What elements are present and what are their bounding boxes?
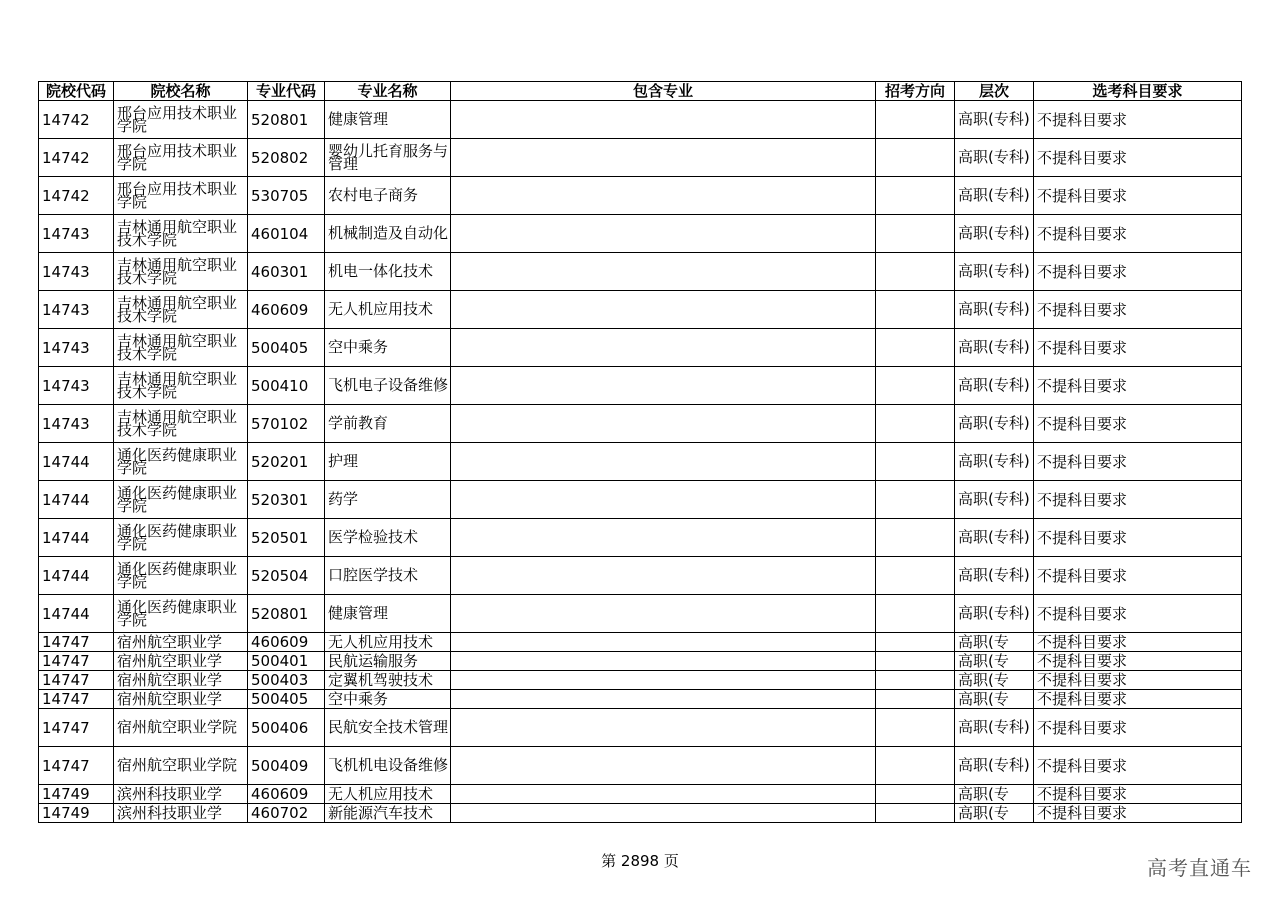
cell-school-name: 通化医药健康职业学院 bbox=[114, 443, 248, 481]
cell-subject-requirement: 不提科目要求 bbox=[1034, 367, 1242, 405]
cell-subject-requirement: 不提科目要求 bbox=[1034, 595, 1242, 633]
cell-level: 高职(专科) bbox=[955, 481, 1034, 519]
cell-level: 高职(专科) bbox=[955, 405, 1034, 443]
cell-major-name: 学前教育 bbox=[325, 405, 451, 443]
cell-major-code: 570102 bbox=[248, 405, 325, 443]
table-row bbox=[39, 595, 1242, 633]
table-row bbox=[39, 652, 1242, 671]
cell-school-code: 14747 bbox=[39, 652, 114, 671]
cell-included-majors bbox=[451, 804, 876, 823]
cell-school-code: 14742 bbox=[39, 177, 114, 215]
cell-included-majors bbox=[451, 177, 876, 215]
cell-level: 高职(专 bbox=[955, 690, 1034, 709]
header-school-name: 院校名称 bbox=[114, 82, 248, 101]
cell-included-majors bbox=[451, 481, 876, 519]
cell-subject-requirement: 不提科目要求 bbox=[1034, 329, 1242, 367]
cell-school-code: 14747 bbox=[39, 747, 114, 785]
cell-subject-requirement: 不提科目要求 bbox=[1034, 747, 1242, 785]
page-number: 第 2898 页 bbox=[601, 852, 679, 870]
cell-major-name: 民航运输服务 bbox=[325, 652, 451, 671]
cell-major-name: 护理 bbox=[325, 443, 451, 481]
cell-school-code: 14744 bbox=[39, 557, 114, 595]
cell-major-code: 500405 bbox=[248, 690, 325, 709]
cell-school-code: 14743 bbox=[39, 367, 114, 405]
cell-direction bbox=[876, 747, 955, 785]
cell-subject-requirement: 不提科目要求 bbox=[1034, 291, 1242, 329]
cell-direction bbox=[876, 329, 955, 367]
cell-major-name: 口腔医学技术 bbox=[325, 557, 451, 595]
cell-school-name: 通化医药健康职业学院 bbox=[114, 519, 248, 557]
cell-included-majors bbox=[451, 139, 876, 177]
table-row bbox=[39, 747, 1242, 785]
table-row bbox=[39, 215, 1242, 253]
cell-subject-requirement: 不提科目要求 bbox=[1034, 443, 1242, 481]
cell-major-name: 农村电子商务 bbox=[325, 177, 451, 215]
cell-school-name: 邢台应用技术职业学院 bbox=[114, 101, 248, 139]
header-included-majors: 包含专业 bbox=[451, 82, 876, 101]
cell-direction bbox=[876, 405, 955, 443]
cell-major-name: 无人机应用技术 bbox=[325, 633, 451, 652]
cell-school-code: 14743 bbox=[39, 253, 114, 291]
cell-direction bbox=[876, 519, 955, 557]
cell-included-majors bbox=[451, 595, 876, 633]
cell-subject-requirement: 不提科目要求 bbox=[1034, 405, 1242, 443]
cell-included-majors bbox=[451, 101, 876, 139]
header-subject-requirement: 选考科目要求 bbox=[1034, 82, 1242, 101]
table-row bbox=[39, 367, 1242, 405]
cell-level: 高职(专科) bbox=[955, 595, 1034, 633]
cell-included-majors bbox=[451, 785, 876, 804]
header-major-name: 专业名称 bbox=[325, 82, 451, 101]
cell-subject-requirement: 不提科目要求 bbox=[1034, 101, 1242, 139]
table-header-row bbox=[39, 82, 1242, 101]
cell-school-code: 14742 bbox=[39, 139, 114, 177]
cell-subject-requirement: 不提科目要求 bbox=[1034, 804, 1242, 823]
cell-level: 高职(专 bbox=[955, 652, 1034, 671]
cell-major-code: 520801 bbox=[248, 101, 325, 139]
cell-direction bbox=[876, 595, 955, 633]
table-row bbox=[39, 291, 1242, 329]
cell-included-majors bbox=[451, 690, 876, 709]
cell-direction bbox=[876, 101, 955, 139]
header-level: 层次 bbox=[955, 82, 1034, 101]
cell-school-name: 吉林通用航空职业技术学院 bbox=[114, 329, 248, 367]
cell-included-majors bbox=[451, 557, 876, 595]
cell-included-majors bbox=[451, 367, 876, 405]
cell-school-name: 宿州航空职业学 bbox=[114, 633, 248, 652]
cell-subject-requirement: 不提科目要求 bbox=[1034, 671, 1242, 690]
cell-direction bbox=[876, 291, 955, 329]
cell-school-name: 宿州航空职业学 bbox=[114, 671, 248, 690]
watermark-logo: 高考直通车 bbox=[1147, 856, 1252, 880]
cell-school-name: 吉林通用航空职业技术学院 bbox=[114, 367, 248, 405]
cell-subject-requirement: 不提科目要求 bbox=[1034, 690, 1242, 709]
table-row bbox=[39, 519, 1242, 557]
cell-school-name: 邢台应用技术职业学院 bbox=[114, 139, 248, 177]
cell-major-code: 460104 bbox=[248, 215, 325, 253]
cell-school-code: 14744 bbox=[39, 481, 114, 519]
cell-school-name: 滨州科技职业学 bbox=[114, 785, 248, 804]
cell-direction bbox=[876, 557, 955, 595]
cell-included-majors bbox=[451, 633, 876, 652]
cell-level: 高职(专科) bbox=[955, 139, 1034, 177]
cell-school-name: 吉林通用航空职业技术学院 bbox=[114, 405, 248, 443]
cell-school-code: 14743 bbox=[39, 291, 114, 329]
cell-level: 高职(专科) bbox=[955, 101, 1034, 139]
cell-major-name: 民航安全技术管理 bbox=[325, 709, 451, 747]
cell-major-name: 药学 bbox=[325, 481, 451, 519]
cell-school-name: 滨州科技职业学 bbox=[114, 804, 248, 823]
admissions-table bbox=[38, 81, 1242, 823]
cell-direction bbox=[876, 633, 955, 652]
cell-major-code: 500405 bbox=[248, 329, 325, 367]
cell-level: 高职(专科) bbox=[955, 709, 1034, 747]
header-direction: 招考方向 bbox=[876, 82, 955, 101]
cell-major-code: 520301 bbox=[248, 481, 325, 519]
cell-major-code: 500410 bbox=[248, 367, 325, 405]
cell-school-code: 14749 bbox=[39, 785, 114, 804]
cell-school-name: 宿州航空职业学 bbox=[114, 652, 248, 671]
cell-major-name: 医学检验技术 bbox=[325, 519, 451, 557]
table-row bbox=[39, 709, 1242, 747]
cell-level: 高职(专科) bbox=[955, 519, 1034, 557]
cell-included-majors bbox=[451, 291, 876, 329]
cell-subject-requirement: 不提科目要求 bbox=[1034, 139, 1242, 177]
cell-school-code: 14747 bbox=[39, 671, 114, 690]
cell-major-code: 500401 bbox=[248, 652, 325, 671]
cell-school-code: 14747 bbox=[39, 633, 114, 652]
cell-major-code: 520504 bbox=[248, 557, 325, 595]
cell-school-name: 吉林通用航空职业技术学院 bbox=[114, 253, 248, 291]
cell-major-name: 飞机机电设备维修 bbox=[325, 747, 451, 785]
table-row bbox=[39, 804, 1242, 823]
cell-major-name: 健康管理 bbox=[325, 595, 451, 633]
table-row bbox=[39, 633, 1242, 652]
cell-school-code: 14747 bbox=[39, 709, 114, 747]
cell-school-name: 吉林通用航空职业技术学院 bbox=[114, 291, 248, 329]
cell-included-majors bbox=[451, 671, 876, 690]
cell-subject-requirement: 不提科目要求 bbox=[1034, 215, 1242, 253]
cell-direction bbox=[876, 652, 955, 671]
cell-direction bbox=[876, 367, 955, 405]
cell-level: 高职(专 bbox=[955, 804, 1034, 823]
cell-included-majors bbox=[451, 329, 876, 367]
cell-subject-requirement: 不提科目要求 bbox=[1034, 177, 1242, 215]
cell-level: 高职(专 bbox=[955, 671, 1034, 690]
table-row bbox=[39, 139, 1242, 177]
cell-major-code: 520802 bbox=[248, 139, 325, 177]
cell-included-majors bbox=[451, 405, 876, 443]
table-row bbox=[39, 101, 1242, 139]
cell-included-majors bbox=[451, 519, 876, 557]
cell-major-code: 460301 bbox=[248, 253, 325, 291]
cell-level: 高职(专科) bbox=[955, 215, 1034, 253]
cell-subject-requirement: 不提科目要求 bbox=[1034, 652, 1242, 671]
cell-level: 高职(专科) bbox=[955, 253, 1034, 291]
cell-school-name: 宿州航空职业学院 bbox=[114, 709, 248, 747]
cell-included-majors bbox=[451, 253, 876, 291]
cell-major-code: 500406 bbox=[248, 709, 325, 747]
cell-included-majors bbox=[451, 215, 876, 253]
cell-subject-requirement: 不提科目要求 bbox=[1034, 519, 1242, 557]
cell-school-name: 宿州航空职业学 bbox=[114, 690, 248, 709]
table-row bbox=[39, 481, 1242, 519]
cell-included-majors bbox=[451, 652, 876, 671]
table-row bbox=[39, 177, 1242, 215]
cell-direction bbox=[876, 253, 955, 291]
cell-direction bbox=[876, 785, 955, 804]
cell-level: 高职(专 bbox=[955, 785, 1034, 804]
cell-school-code: 14744 bbox=[39, 595, 114, 633]
table-row bbox=[39, 405, 1242, 443]
cell-major-name: 空中乘务 bbox=[325, 690, 451, 709]
cell-level: 高职(专科) bbox=[955, 367, 1034, 405]
cell-major-code: 500409 bbox=[248, 747, 325, 785]
cell-subject-requirement: 不提科目要求 bbox=[1034, 557, 1242, 595]
cell-school-code: 14747 bbox=[39, 690, 114, 709]
cell-level: 高职(专 bbox=[955, 633, 1034, 652]
cell-school-code: 14744 bbox=[39, 443, 114, 481]
cell-school-name: 邢台应用技术职业学院 bbox=[114, 177, 248, 215]
cell-major-code: 530705 bbox=[248, 177, 325, 215]
cell-school-name: 宿州航空职业学院 bbox=[114, 747, 248, 785]
table-row bbox=[39, 785, 1242, 804]
cell-school-code: 14743 bbox=[39, 329, 114, 367]
table-row bbox=[39, 443, 1242, 481]
cell-direction bbox=[876, 671, 955, 690]
cell-major-name: 健康管理 bbox=[325, 101, 451, 139]
header-major-code: 专业代码 bbox=[248, 82, 325, 101]
cell-direction bbox=[876, 690, 955, 709]
cell-subject-requirement: 不提科目要求 bbox=[1034, 481, 1242, 519]
cell-major-code: 460609 bbox=[248, 785, 325, 804]
cell-school-code: 14749 bbox=[39, 804, 114, 823]
cell-subject-requirement: 不提科目要求 bbox=[1034, 253, 1242, 291]
cell-school-name: 通化医药健康职业学院 bbox=[114, 557, 248, 595]
cell-major-code: 500403 bbox=[248, 671, 325, 690]
table-row bbox=[39, 253, 1242, 291]
table-row bbox=[39, 557, 1242, 595]
cell-level: 高职(专科) bbox=[955, 443, 1034, 481]
cell-school-name: 通化医药健康职业学院 bbox=[114, 481, 248, 519]
cell-subject-requirement: 不提科目要求 bbox=[1034, 633, 1242, 652]
cell-level: 高职(专科) bbox=[955, 177, 1034, 215]
cell-major-name: 机械制造及自动化 bbox=[325, 215, 451, 253]
cell-major-name: 婴幼儿托育服务与管理 bbox=[325, 139, 451, 177]
cell-direction bbox=[876, 443, 955, 481]
cell-major-code: 460609 bbox=[248, 633, 325, 652]
table-row bbox=[39, 671, 1242, 690]
cell-school-code: 14743 bbox=[39, 215, 114, 253]
cell-direction bbox=[876, 481, 955, 519]
cell-major-name: 机电一体化技术 bbox=[325, 253, 451, 291]
table-body bbox=[39, 101, 1242, 823]
cell-major-code: 520801 bbox=[248, 595, 325, 633]
table-row bbox=[39, 329, 1242, 367]
cell-major-name: 无人机应用技术 bbox=[325, 291, 451, 329]
cell-subject-requirement: 不提科目要求 bbox=[1034, 785, 1242, 804]
cell-included-majors bbox=[451, 747, 876, 785]
table-row bbox=[39, 690, 1242, 709]
cell-included-majors bbox=[451, 443, 876, 481]
cell-major-name: 定翼机驾驶技术 bbox=[325, 671, 451, 690]
cell-school-code: 14744 bbox=[39, 519, 114, 557]
cell-subject-requirement: 不提科目要求 bbox=[1034, 709, 1242, 747]
cell-major-code: 520501 bbox=[248, 519, 325, 557]
cell-level: 高职(专科) bbox=[955, 747, 1034, 785]
cell-school-code: 14742 bbox=[39, 101, 114, 139]
cell-direction bbox=[876, 139, 955, 177]
cell-direction bbox=[876, 215, 955, 253]
header-school-code: 院校代码 bbox=[39, 82, 114, 101]
cell-direction bbox=[876, 804, 955, 823]
cell-major-name: 空中乘务 bbox=[325, 329, 451, 367]
cell-level: 高职(专科) bbox=[955, 329, 1034, 367]
cell-major-name: 飞机电子设备维修 bbox=[325, 367, 451, 405]
cell-school-name: 通化医药健康职业学院 bbox=[114, 595, 248, 633]
cell-school-code: 14743 bbox=[39, 405, 114, 443]
cell-direction bbox=[876, 177, 955, 215]
cell-included-majors bbox=[451, 709, 876, 747]
cell-major-name: 无人机应用技术 bbox=[325, 785, 451, 804]
cell-major-code: 460609 bbox=[248, 291, 325, 329]
cell-level: 高职(专科) bbox=[955, 557, 1034, 595]
cell-level: 高职(专科) bbox=[955, 291, 1034, 329]
cell-major-code: 520201 bbox=[248, 443, 325, 481]
cell-major-code: 460702 bbox=[248, 804, 325, 823]
cell-school-name: 吉林通用航空职业技术学院 bbox=[114, 215, 248, 253]
cell-major-name: 新能源汽车技术 bbox=[325, 804, 451, 823]
cell-direction bbox=[876, 709, 955, 747]
